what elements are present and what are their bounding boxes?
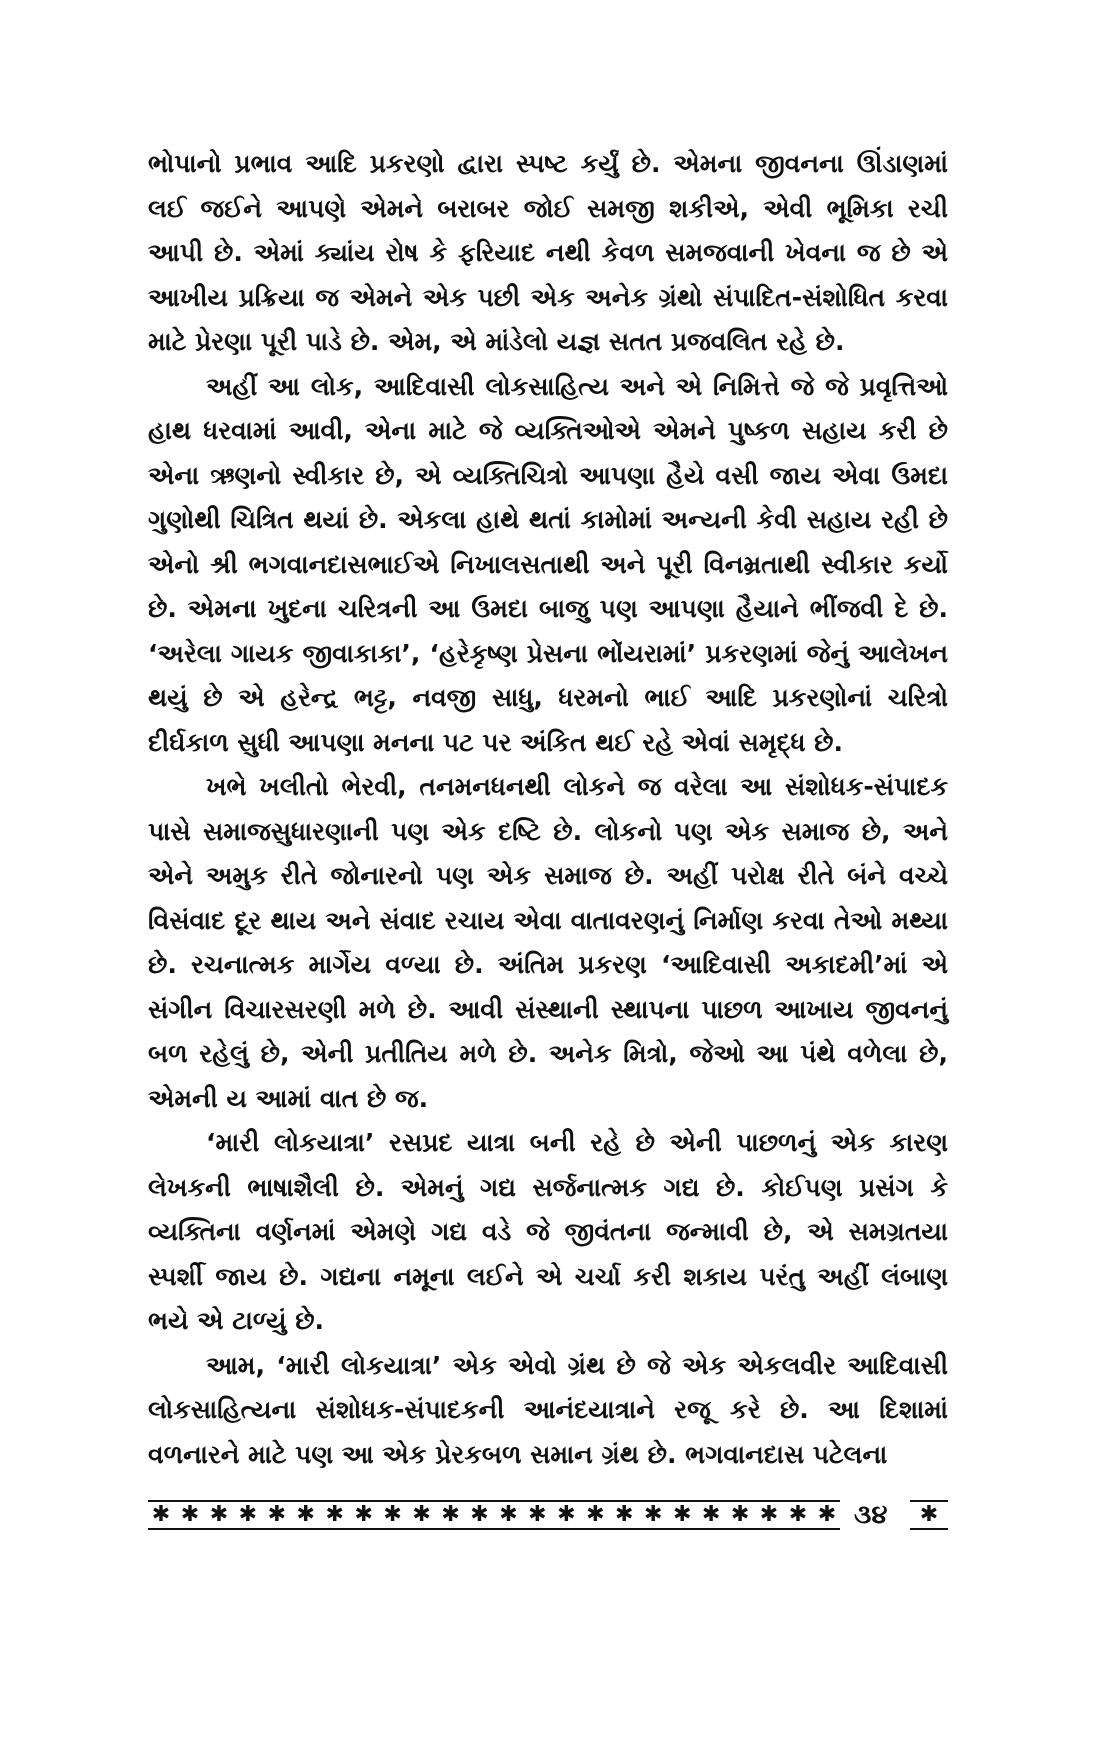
paragraph-2: અહીં આ લોક, આદિવાસી લોકસાહિત્ય અને એ નિમિત્તે જે જે પ્રવૃત્તિઓ હાથ ધરવામાં આવી, એના માટે જે વ્યક્તિઓએ એમને પુષ્કળ સહાય કરી છે એના ઋણનો સ્વીકાર છે, એ વ્યક્તિચિત્રો આપણા હૈયે વસી જાય એવા ઉમદા ગુણોથી ચિત્રિત થયાં છે. એકલા હાથે થતાં કામોમાં અન્યની કેવી સહાય રહી છે એનો શ્રી ભગવાનદાસભાઈએ નિખાલસતાથી અને પૂરી વિનમ્રતાથી સ્વીકાર કર્યો છે. એમના ખુદના ચરિત્રની આ ઉમદા બાજુ પણ આપણા હૈયાને ભીંજવી દે છે. ‘અરેલા ગાયક જીવાકાકા’, ‘હરેકૃષ્ણ પ્રેસના ભોંયરામાં’ પ્રકરણમાં જેનું આલેખન થયું છે એ હરેન્દ્ર ભટ્ટ, નવજી સાધુ, ધરમનો ભાઈ આદિ પ્રકરણોનાં ચરિત્રો દીર્ઘકાળ સુધી આપણા મનના પટ પર અંકિત થઈ રહે એવાં સમૃદ્ધ છે. — [148, 371, 948, 757]
star-icon: ✱ — [209, 1502, 229, 1527]
star-icon: ✱ — [817, 1502, 837, 1527]
star-icon: ✱ — [412, 1502, 431, 1527]
star-icon: ✱ — [528, 1502, 547, 1527]
page-footer — [148, 1500, 948, 1550]
star-icon: ✱ — [267, 1502, 287, 1527]
star-icon: ✱ — [383, 1502, 402, 1527]
star-icon: ✱ — [151, 1502, 171, 1527]
star-icon: ✱ — [238, 1502, 258, 1527]
star-icon: ✱ — [470, 1502, 489, 1527]
star-icon: ✱ — [788, 1502, 808, 1527]
star-icon: ✱ — [643, 1502, 663, 1527]
star-icon: ✱ — [701, 1502, 721, 1527]
star-icon: ✱ — [919, 1502, 939, 1527]
footer-end-ornament — [910, 1500, 948, 1530]
star-icon: ✱ — [730, 1502, 750, 1527]
star-icon: ✱ — [354, 1502, 373, 1527]
star-icon: ✱ — [672, 1502, 692, 1527]
footer-star-border — [148, 1502, 840, 1528]
star-icon: ✱ — [615, 1502, 634, 1527]
paragraph-1: ભોપાનો પ્રભાવ આદિ પ્રકરણો દ્વારા સ્પષ્ટ કર્યું છે. એમના જીવનના ઊંડાણમાં લઈ જઈને આપણે એમને બરાબર જોઈ સમજી શકીએ, એવી ભૂમિકા રચી આપી છે. એમાં ક્યાંય રોષ કે ફરિયાદ નથી કેવળ સમજવાની ખેવના જ છે એ આખીય પ્રક્રિયા જ એમને એક પછી એક અનેક ગ્રંથો સંપાદિત-સંશોધિત કરવા માટે પ્રેરણા પૂરી પાડે છે. એમ, એ માંડેલો યજ્ઞ સતત પ્રજવલિત રહે છે. — [148, 149, 948, 356]
page-number: ૩૪ — [854, 1500, 888, 1530]
star-icon: ✱ — [759, 1502, 779, 1527]
end-rule-bottom — [910, 1528, 948, 1530]
paragraph-4: ‘મારી લોકયાત્રા’ રસપ્રદ યાત્રા બની રહે છે એની પાછળનું એક કારણ લેખકની ભાષાશૈલી છે. એમનું ગદ્ય સર્જનાત્મક ગદ્ય છે. કોઈપણ પ્રસંગ કે વ્યક્તિના વર્ણનમાં એમણે ગદ્ય વડે જે જીવંતના જન્માવી છે, એ સમગ્રતયા સ્પર્શી જાય છે. ગદ્યના નમૂના લઈને એ ચર્ચા કરી શકાય પરંતુ અહીં લંબાણ ભયે એ ટાળ્યું છે. — [148, 1128, 948, 1335]
paragraph-5: આમ, ‘મારી લોકયાત્રા’ એક એવો ગ્રંથ છે જે એક એકલવીર આદિવાસી લોકસાહિત્યના સંશોધક-સંપાદકની આનંદયાત્રાને રજૂ કરે છે. આ દિશામાં વળનારને માટે પણ આ એક પ્રેરકબળ સમાન ગ્રંથ છે. ભગવાનદાસ પટેલના — [148, 1350, 948, 1469]
star-icon: ✱ — [586, 1502, 605, 1527]
star-icon: ✱ — [499, 1502, 518, 1527]
star-icon: ✱ — [557, 1502, 576, 1527]
star-icon: ✱ — [325, 1502, 344, 1527]
star-icon: ✱ — [441, 1502, 460, 1527]
footer-rule-bottom — [148, 1528, 840, 1530]
star-icon: ✱ — [296, 1502, 315, 1527]
star-icon: ✱ — [180, 1502, 200, 1527]
paragraph-3: ખભે ખલીતો ભેરવી, તનમનધનથી લોકને જ વરેલા આ સંશોધક-સંપાદક પાસે સમાજસુધારણાની પણ એક દષ્ટિ છે. લોકનો પણ એક સમાજ છે, અને એને અમુક રીતે જોનારનો પણ એક સમાજ છે. અહીં પરોક્ષ રીતે બંને વચ્ચે વિસંવાદ દૂર થાય અને સંવાદ રચાય એવા વાતાવરણનું નિર્માણ કરવા તેઓ મથ્યા છે. રચનાત્મક માર્ગેય વળ્યા છે. અંતિમ પ્રકરણ ‘આદિવાસી અકાદમી’માં એ સંગીન વિચારસરણી મળે છે. આવી સંસ્થાની સ્થાપના પાછળ આખાય જીવનનું બળ રહેલું છે, એની પ્રતીતિય મળે છે. અનેક મિત્રો, જેઓ આ પંથે વળેલા છે, એમની ય આમાં વાત છે જ. — [148, 772, 948, 1113]
body-text — [148, 142, 948, 1477]
